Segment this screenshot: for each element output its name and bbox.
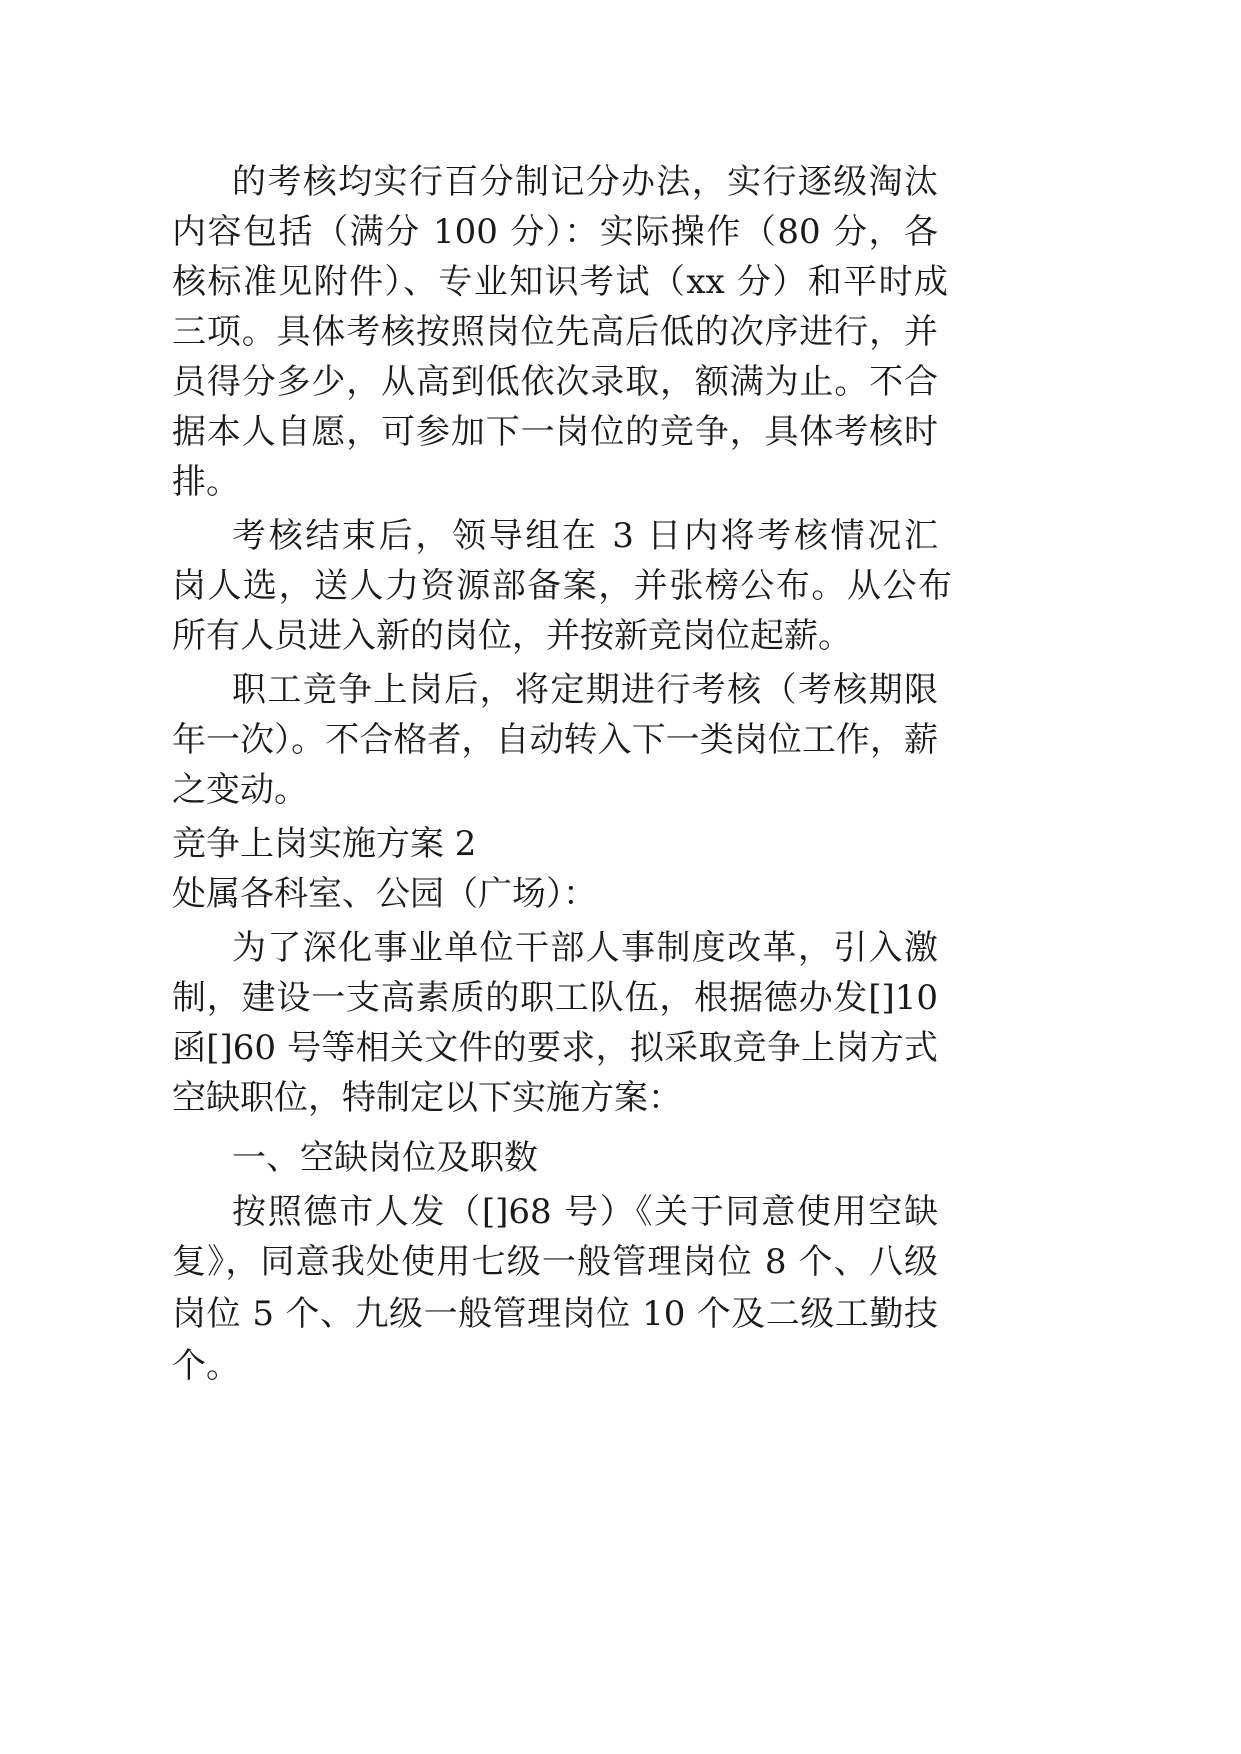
text-line: 核标准见附件）、专业知识考试（xx 分）和平时成 <box>172 262 948 302</box>
text-line: 函[]60 号等相关文件的要求，拟采取竞争上岗方式 <box>172 1028 938 1068</box>
salutation: 处属各科室、公园（广场）： <box>172 874 597 914</box>
text-line: 个。 <box>172 1346 240 1386</box>
text-line: 三项。具体考核按照岗位先高后低的次序进行，并 <box>172 312 938 352</box>
text-line: 排。 <box>172 462 240 502</box>
text-line: 考核结束后，领导组在 3 日内将考核情况汇 <box>232 516 938 556</box>
text-line: 按照德市人发（[]68 号）《关于同意使用空缺 <box>232 1192 938 1232</box>
subsection-heading: 一、空缺岗位及职数 <box>232 1138 538 1178</box>
text-line: 职工竞争上岗后，将定期进行考核（考核期限 <box>232 670 938 710</box>
section-heading: 竞争上岗实施方案 2 <box>172 824 477 864</box>
text-line: 岗人选，送人力资源部备案，并张榜公布。从公布 <box>172 566 952 606</box>
text-line: 空缺职位，特制定以下实施方案： <box>172 1078 682 1118</box>
text-line: 据本人自愿，可参加下一岗位的竞争，具体考核时 <box>172 412 938 452</box>
text-line: 年一次）。不合格者，自动转入下一类岗位工作，薪 <box>172 720 938 760</box>
text-line: 制，建设一支高素质的职工队伍，根据德办发[]10 <box>172 978 938 1018</box>
text-line: 为了深化事业单位干部人事制度改革，引入激 <box>232 928 938 968</box>
text-line: 所有人员进入新的岗位，并按新竞岗位起薪。 <box>172 616 852 656</box>
text-line: 之变动。 <box>172 770 308 810</box>
text-line: 的考核均实行百分制记分办法，实行逐级淘汰 <box>232 162 938 202</box>
text-line: 员得分多少，从高到低依次录取，额满为止。不合 <box>172 362 938 402</box>
text-line: 岗位 5 个、九级一般管理岗位 10 个及二级工勤技 <box>172 1294 938 1334</box>
text-line: 复》，同意我处使用七级一般管理岗位 8 个、八级 <box>172 1242 938 1282</box>
text-line: 内容包括（满分 100 分）：实际操作（80 分，各 <box>172 212 938 252</box>
